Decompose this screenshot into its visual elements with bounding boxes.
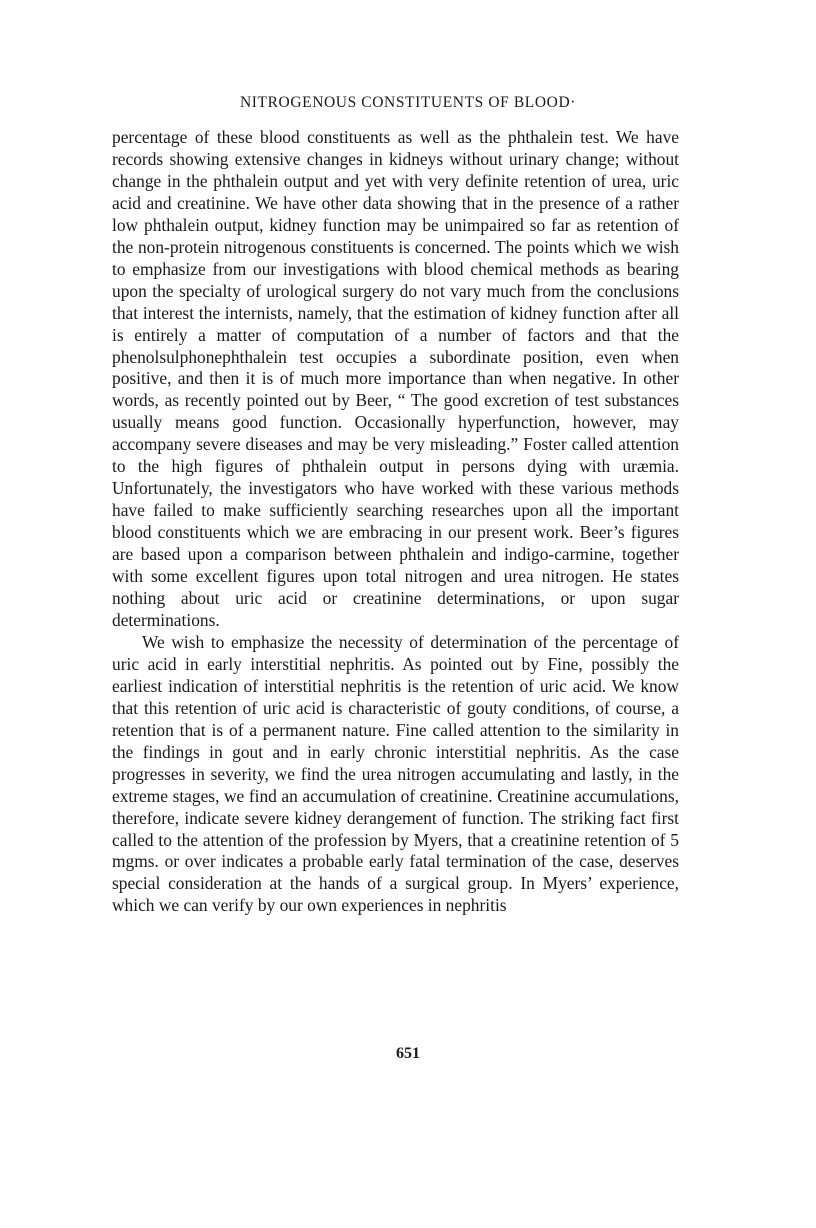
page-number: 651 — [396, 1045, 420, 1062]
body-text — [112, 127, 679, 917]
paragraph-continued: percentage of these blood constituents as well as the phthalein test. We have records showing extensive changes in kidneys without urinary change; without change in the phthalein output and yet with very definite retention of urea, uric acid and creatinine. We have other data showing that in the presence of a rather low phthalein output, kidney function may be unimpaired so far as retention of the non-protein nitrogenous constituents is concerned. The points which we wish to emphasize from our investigations with blood chemical methods as bearing upon the specialty of urological surgery do not vary much from the conclusions that interest the internists, namely, that the estimation of kidney function after all is entirely a matter of computation of a number of factors and that the phenolsulphonephthalein test occupies a subordinate position, even when positive, and then it is of much more importance than when negative. In other words, as recently pointed out by Beer, “ The good excretion of test substances usually means good function. Occasionally hyperfunction, however, may accompany severe diseases and may be very misleading.” Foster called attention to the high figures of phthalein output in persons dying with uræmia. Unfortunately, the investigators who have worked with these various methods have failed to make sufficiently searching researches upon all the important blood constituents which we are embracing in our present work. Beer’s figures are based upon a comparison between phthalein and indigo-carmine, together with some excellent figures upon total nitrogen and urea nitrogen. He states nothing about uric acid or creatinine determinations, or upon sugar determinations. — [112, 127, 679, 630]
running-head: NITROGENOUS CONSTITUENTS OF BLOOD· — [240, 94, 576, 111]
paragraph-uric-acid: We wish to emphasize the necessity of determination of the percentage of uric acid in early interstitial nephritis. As pointed out by Fine, possibly the earliest indication of interstitial nephritis is the retention of uric acid. We know that this retention of uric acid is characteristic of gouty conditions, of course, a retention that is of a permanent nature. Fine called attention to the similarity in the findings in gout and in early chronic interstitial nephritis. As the case progresses in severity, we find the urea nitrogen accumulating and lastly, in the extreme stages, we find an accumulation of creatinine. Creatinine accumulations, therefore, indicate severe kidney derangement of function. The striking fact first called to the attention of the profession by Myers, that a creatinine retention of 5 mgms. or over indicates a probable early fatal termination of the case, deserves special consideration at the hands of a surgical group. In Myers’ experience, which we can verify by our own experiences in nephritis — [112, 631, 679, 916]
